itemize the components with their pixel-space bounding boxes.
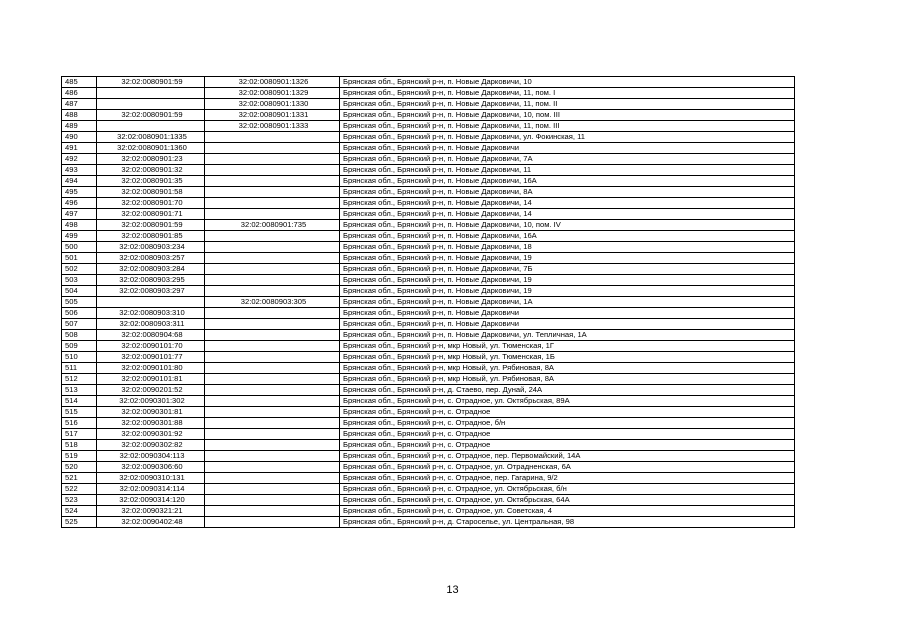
address-cell: Брянская обл., Брянский р-н, п. Новые Дарковичи, 8А [340,187,795,198]
address-cell: Брянская обл., Брянский р-н, с. Отрадное [340,407,795,418]
object-cadastral-number-cell [205,396,340,407]
row-number-cell: 501 [62,253,97,264]
row-number-cell: 495 [62,187,97,198]
table-row [62,352,795,363]
object-cadastral-number-cell [205,429,340,440]
parcel-cadastral-number-cell: 32:02:0090101:81 [97,374,205,385]
object-cadastral-number-cell [205,319,340,330]
table-row [62,484,795,495]
table-row [62,308,795,319]
row-number-cell: 487 [62,99,97,110]
object-cadastral-number-cell [205,462,340,473]
parcel-cadastral-number-cell: 32:02:0080904:68 [97,330,205,341]
object-cadastral-number-cell [205,451,340,462]
row-number-cell: 524 [62,506,97,517]
table-row [62,297,795,308]
row-number-cell: 494 [62,176,97,187]
row-number-cell: 517 [62,429,97,440]
address-cell: Брянская обл., Брянский р-н, п. Новые Дарковичи, 11 [340,165,795,176]
table-row [62,374,795,385]
row-number-cell: 486 [62,88,97,99]
table-row [62,275,795,286]
row-number-cell: 521 [62,473,97,484]
row-number-cell: 502 [62,264,97,275]
address-cell: Брянская обл., Брянский р-н, с. Отрадное [340,429,795,440]
address-cell: Брянская обл., Брянский р-н, с. Отрадное, ул. Октябрьская, 89А [340,396,795,407]
object-cadastral-number-cell [205,418,340,429]
row-number-cell: 519 [62,451,97,462]
parcel-cadastral-number-cell: 32:02:0090301:88 [97,418,205,429]
table-row [62,253,795,264]
address-cell: Брянская обл., Брянский р-н, мкр Новый, ул. Рябиновая, 8А [340,374,795,385]
parcel-cadastral-number-cell: 32:02:0080903:295 [97,275,205,286]
object-cadastral-number-cell: 32:02:0080901:1330 [205,99,340,110]
address-cell: Брянская обл., Брянский р-н, п. Новые Дарковичи, 1А [340,297,795,308]
table-row [62,495,795,506]
table-row [62,154,795,165]
address-cell: Брянская обл., Брянский р-н, п. Новые Дарковичи, 11, пом. II [340,99,795,110]
address-cell: Брянская обл., Брянский р-н, п. Новые Дарковичи, 14 [340,209,795,220]
parcel-cadastral-number-cell: 32:02:0080901:35 [97,176,205,187]
table-row [62,440,795,451]
object-cadastral-number-cell [205,198,340,209]
row-number-cell: 496 [62,198,97,209]
row-number-cell: 516 [62,418,97,429]
address-cell: Брянская обл., Брянский р-н, п. Новые Дарковичи, 19 [340,253,795,264]
address-cell: Брянская обл., Брянский р-н, п. Новые Дарковичи [340,308,795,319]
object-cadastral-number-cell [205,143,340,154]
page-number: 13 [446,584,459,596]
table-row [62,341,795,352]
address-cell: Брянская обл., Брянский р-н, п. Новые Дарковичи, 10 [340,77,795,88]
row-number-cell: 491 [62,143,97,154]
object-cadastral-number-cell [205,154,340,165]
object-cadastral-number-cell [205,363,340,374]
table-row [62,429,795,440]
address-cell: Брянская обл., Брянский р-н, с. Отрадное, ул. Октябрьская, б/н [340,484,795,495]
address-cell: Брянская обл., Брянский р-н, п. Новые Дарковичи, 19 [340,286,795,297]
row-number-cell: 510 [62,352,97,363]
address-cell: Брянская обл., Брянский р-н, п. Новые Дарковичи, 7Б [340,264,795,275]
table-row [62,231,795,242]
table-row [62,77,795,88]
address-cell: Брянская обл., Брянский р-н, п. Новые Дарковичи, 19 [340,275,795,286]
object-cadastral-number-cell [205,506,340,517]
object-cadastral-number-cell [205,253,340,264]
table-row [62,176,795,187]
row-number-cell: 500 [62,242,97,253]
parcel-cadastral-number-cell [97,121,205,132]
object-cadastral-number-cell [205,264,340,275]
table-row [62,451,795,462]
object-cadastral-number-cell [205,308,340,319]
address-cell: Брянская обл., Брянский р-н, с. Отрадное, ул. Октябрьская, 64А [340,495,795,506]
table-row [62,187,795,198]
parcel-cadastral-number-cell: 32:02:0080901:59 [97,110,205,121]
row-number-cell: 498 [62,220,97,231]
object-cadastral-number-cell [205,385,340,396]
parcel-cadastral-number-cell: 32:02:0080901:32 [97,165,205,176]
object-cadastral-number-cell [205,495,340,506]
parcel-cadastral-number-cell [97,297,205,308]
table-row [62,165,795,176]
registry-table [61,76,795,528]
parcel-cadastral-number-cell: 32:02:0080901:59 [97,220,205,231]
parcel-cadastral-number-cell: 32:02:0080903:257 [97,253,205,264]
address-cell: Брянская обл., Брянский р-н, мкр Новый, ул. Тюменская, 1Г [340,341,795,352]
row-number-cell: 489 [62,121,97,132]
object-cadastral-number-cell [205,231,340,242]
parcel-cadastral-number-cell: 32:02:0090101:77 [97,352,205,363]
row-number-cell: 514 [62,396,97,407]
row-number-cell: 504 [62,286,97,297]
address-cell: Брянская обл., Брянский р-н, п. Новые Дарковичи, 11, пом. I [340,88,795,99]
table-row [62,385,795,396]
row-number-cell: 508 [62,330,97,341]
object-cadastral-number-cell: 32:02:0080901:1329 [205,88,340,99]
address-cell: Брянская обл., Брянский р-н, с. Отрадное, пер. Гагарина, 9/2 [340,473,795,484]
address-cell: Брянская обл., Брянский р-н, с. Отрадное [340,440,795,451]
row-number-cell: 490 [62,132,97,143]
parcel-cadastral-number-cell: 32:02:0090306:60 [97,462,205,473]
row-number-cell: 505 [62,297,97,308]
table-row [62,88,795,99]
address-cell: Брянская обл., Брянский р-н, д. Стаево, пер. Дунай, 24А [340,385,795,396]
address-cell: Брянская обл., Брянский р-н, п. Новые Дарковичи [340,319,795,330]
address-cell: Брянская обл., Брянский р-н, п. Новые Дарковичи, ул. Тепличная, 1А [340,330,795,341]
table-row [62,264,795,275]
address-cell: Брянская обл., Брянский р-н, с. Отрадное, пер. Первомайский, 14А [340,451,795,462]
table-row [62,99,795,110]
registry-table-body [62,77,795,528]
table-row [62,473,795,484]
parcel-cadastral-number-cell: 32:02:0090402:48 [97,517,205,528]
object-cadastral-number-cell [205,286,340,297]
object-cadastral-number-cell [205,517,340,528]
address-cell: Брянская обл., Брянский р-н, п. Новые Дарковичи, 16А [340,231,795,242]
address-cell: Брянская обл., Брянский р-н, с. Отрадное, ул. Советская, 4 [340,506,795,517]
table-row [62,506,795,517]
object-cadastral-number-cell [205,330,340,341]
parcel-cadastral-number-cell: 32:02:0080901:71 [97,209,205,220]
parcel-cadastral-number-cell: 32:02:0080901:1335 [97,132,205,143]
table-row [62,286,795,297]
table-row [62,363,795,374]
parcel-cadastral-number-cell: 32:02:0090101:70 [97,341,205,352]
object-cadastral-number-cell [205,473,340,484]
object-cadastral-number-cell [205,374,340,385]
table-row [62,121,795,132]
address-cell: Брянская обл., Брянский р-н, п. Новые Дарковичи, 7А [340,154,795,165]
row-number-cell: 512 [62,374,97,385]
object-cadastral-number-cell [205,440,340,451]
table-row [62,396,795,407]
table-row [62,143,795,154]
object-cadastral-number-cell: 32:02:0080901:735 [205,220,340,231]
parcel-cadastral-number-cell: 32:02:0090301:81 [97,407,205,418]
row-number-cell: 520 [62,462,97,473]
parcel-cadastral-number-cell: 32:02:0080903:284 [97,264,205,275]
parcel-cadastral-number-cell: 32:02:0090301:92 [97,429,205,440]
row-number-cell: 499 [62,231,97,242]
address-cell: Брянская обл., Брянский р-н, п. Новые Дарковичи, 14 [340,198,795,209]
object-cadastral-number-cell [205,187,340,198]
address-cell: Брянская обл., Брянский р-н, п. Новые Дарковичи, ул. Фокинская, 11 [340,132,795,143]
parcel-cadastral-number-cell [97,99,205,110]
address-cell: Брянская обл., Брянский р-н, с. Отрадное, ул. Отрадненская, 6А [340,462,795,473]
table-row [62,462,795,473]
parcel-cadastral-number-cell: 32:02:0090101:80 [97,363,205,374]
row-number-cell: 503 [62,275,97,286]
row-number-cell: 513 [62,385,97,396]
address-cell: Брянская обл., Брянский р-н, п. Новые Дарковичи, 11, пом. III [340,121,795,132]
object-cadastral-number-cell: 32:02:0080901:1333 [205,121,340,132]
object-cadastral-number-cell [205,209,340,220]
parcel-cadastral-number-cell: 32:02:0080901:59 [97,77,205,88]
parcel-cadastral-number-cell: 32:02:0090304:113 [97,451,205,462]
address-cell: Брянская обл., Брянский р-н, мкр Новый, ул. Рябиновая, 8А [340,363,795,374]
parcel-cadastral-number-cell: 32:02:0080901:85 [97,231,205,242]
row-number-cell: 511 [62,363,97,374]
parcel-cadastral-number-cell: 32:02:0080901:70 [97,198,205,209]
parcel-cadastral-number-cell: 32:02:0080903:234 [97,242,205,253]
address-cell: Брянская обл., Брянский р-н, п. Новые Дарковичи [340,143,795,154]
row-number-cell: 492 [62,154,97,165]
object-cadastral-number-cell: 32:02:0080903:305 [205,297,340,308]
table-row [62,198,795,209]
row-number-cell: 515 [62,407,97,418]
parcel-cadastral-number-cell: 32:02:0080903:311 [97,319,205,330]
table-row [62,220,795,231]
parcel-cadastral-number-cell: 32:02:0080901:58 [97,187,205,198]
address-cell: Брянская обл., Брянский р-н, п. Новые Дарковичи, 10, пом. III [340,110,795,121]
parcel-cadastral-number-cell: 32:02:0090314:120 [97,495,205,506]
row-number-cell: 523 [62,495,97,506]
parcel-cadastral-number-cell [97,88,205,99]
object-cadastral-number-cell [205,176,340,187]
parcel-cadastral-number-cell: 32:02:0080901:1360 [97,143,205,154]
table-row [62,242,795,253]
object-cadastral-number-cell [205,341,340,352]
object-cadastral-number-cell [205,165,340,176]
object-cadastral-number-cell [205,275,340,286]
table-row [62,407,795,418]
parcel-cadastral-number-cell: 32:02:0090201:52 [97,385,205,396]
address-cell: Брянская обл., Брянский р-н, д. Староселье, ул. Центральная, 98 [340,517,795,528]
object-cadastral-number-cell: 32:02:0080901:1326 [205,77,340,88]
table-row [62,209,795,220]
parcel-cadastral-number-cell: 32:02:0090321:21 [97,506,205,517]
parcel-cadastral-number-cell: 32:02:0090310:131 [97,473,205,484]
address-cell: Брянская обл., Брянский р-н, п. Новые Дарковичи, 10, пом. IV [340,220,795,231]
table-row [62,517,795,528]
row-number-cell: 507 [62,319,97,330]
parcel-cadastral-number-cell: 32:02:0090302:82 [97,440,205,451]
table-row [62,110,795,121]
parcel-cadastral-number-cell: 32:02:0080901:23 [97,154,205,165]
object-cadastral-number-cell [205,132,340,143]
row-number-cell: 497 [62,209,97,220]
row-number-cell: 488 [62,110,97,121]
object-cadastral-number-cell [205,352,340,363]
parcel-cadastral-number-cell: 32:02:0090314:114 [97,484,205,495]
table-row [62,319,795,330]
address-cell: Брянская обл., Брянский р-н, мкр Новый, ул. Тюменская, 1Б [340,352,795,363]
object-cadastral-number-cell [205,242,340,253]
row-number-cell: 485 [62,77,97,88]
address-cell: Брянская обл., Брянский р-н, с. Отрадное, б/н [340,418,795,429]
row-number-cell: 509 [62,341,97,352]
parcel-cadastral-number-cell: 32:02:0090301:302 [97,396,205,407]
object-cadastral-number-cell [205,484,340,495]
row-number-cell: 493 [62,165,97,176]
parcel-cadastral-number-cell: 32:02:0080903:297 [97,286,205,297]
table-row [62,418,795,429]
row-number-cell: 522 [62,484,97,495]
address-cell: Брянская обл., Брянский р-н, п. Новые Дарковичи, 18 [340,242,795,253]
row-number-cell: 518 [62,440,97,451]
row-number-cell: 525 [62,517,97,528]
object-cadastral-number-cell [205,407,340,418]
table-row [62,330,795,341]
parcel-cadastral-number-cell: 32:02:0080903:310 [97,308,205,319]
table-row [62,132,795,143]
row-number-cell: 506 [62,308,97,319]
object-cadastral-number-cell: 32:02:0080901:1331 [205,110,340,121]
address-cell: Брянская обл., Брянский р-н, п. Новые Дарковичи, 16А [340,176,795,187]
